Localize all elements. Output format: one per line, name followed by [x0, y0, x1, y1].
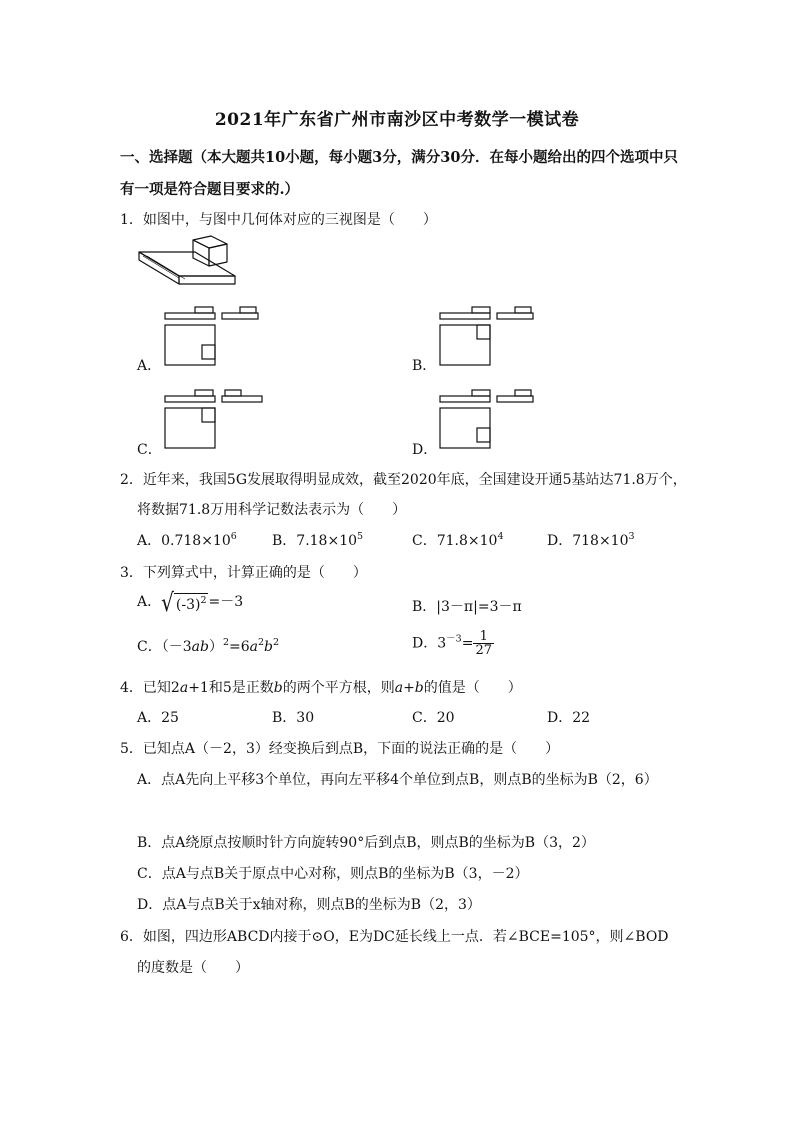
- q3-option-c-exp1: 2: [222, 637, 229, 648]
- q3-number: 3．: [120, 565, 143, 581]
- q5-text: 已知点A（－2，3）经变换后到点B，下面的说法正确的是（ ）: [142, 741, 560, 757]
- q5-number: 5．: [120, 741, 143, 757]
- q2-number: 2．: [120, 472, 143, 488]
- q3-option-c-label: C．: [137, 639, 162, 655]
- q5-option-c[interactable]: C．点A与点B关于原点中心对称，则点B的坐标为B（3，－2）: [137, 866, 529, 882]
- q2-option-b-base: 7.18×10: [296, 533, 358, 549]
- q3-option-a-rest: =－3: [208, 594, 244, 610]
- q3-option-d[interactable]: [412, 630, 494, 657]
- q2-option-d-base: 718×10: [572, 533, 629, 549]
- q3-option-c-var: ab: [191, 639, 209, 655]
- q3-option-b-text: |3－π|=3－π: [436, 599, 522, 615]
- q4-text-pre: 已知2: [142, 680, 180, 696]
- q3-option-c-exp3: 2: [273, 637, 280, 648]
- q6-number: 6．: [120, 929, 143, 945]
- q2-option-c-base: 71.8×10: [436, 533, 498, 549]
- q4-option-c[interactable]: C．20: [412, 710, 455, 726]
- q1-option-d-label[interactable]: D．: [412, 442, 438, 458]
- q3-option-a-exp: 2: [200, 595, 207, 606]
- q3-option-c-pre: （－3: [161, 639, 192, 655]
- q4-option-b[interactable]: B．30: [272, 710, 315, 726]
- q1-stem: [120, 209, 437, 229]
- q6-stem-line1: [120, 926, 669, 946]
- section-heading-line1: 一、选择题（本大题共10小题，每小题3分，满分30分．在每小题给出的四个选项中只: [120, 149, 678, 166]
- q2-option-d[interactable]: [547, 530, 635, 550]
- q2-text-line1: 近年来，我国5G发展取得明显成效，截至2020年底，全国建设开通5基站达71.8万个，: [142, 472, 687, 488]
- q2-option-a[interactable]: [137, 530, 237, 550]
- section-heading-line2: 有一项是符合题目要求的.）: [120, 181, 300, 198]
- q2-stem-line2: 将数据71.8万用科学记数法表示为（ ）: [137, 502, 407, 518]
- q4-text-mid1: +1和5是正数: [188, 680, 274, 696]
- q3-option-c-a: a: [249, 639, 258, 655]
- q1-option-c-label[interactable]: C．: [137, 442, 162, 458]
- q1-option-d-views[interactable]: [435, 382, 540, 454]
- q3-option-d-exp: －3: [446, 633, 462, 645]
- q3-option-b[interactable]: [412, 596, 522, 616]
- q2-option-b-exp: 5: [357, 531, 364, 542]
- q2-stem-line1: [120, 469, 687, 489]
- q2-option-a-label: A．: [137, 533, 162, 549]
- q3-option-d-numerator: 1: [473, 630, 494, 644]
- q3-option-c-exp2: 2: [258, 637, 265, 648]
- q3-option-d-label: D．: [412, 635, 438, 652]
- q1-solid-figure: [135, 232, 245, 290]
- q4-option-d[interactable]: D．22: [547, 710, 591, 726]
- q3-option-c[interactable]: [137, 636, 279, 656]
- q4-text-post: 的值是（ ）: [423, 680, 522, 696]
- q1-option-a-label[interactable]: A．: [137, 358, 162, 374]
- q3-option-c-b: b: [264, 639, 274, 655]
- q4-stem: [120, 677, 522, 697]
- q6-text-line1: 如图，四边形ABCD内接于⊙O，E为DC延长线上一点．若∠BCE=105°，则∠BOD: [142, 929, 669, 945]
- q3-option-d-base: 3: [437, 635, 447, 652]
- q5-option-b[interactable]: B．点A绕原点按顺时针方向旋转90°后到点B，则点B的坐标为B（3，2）: [137, 835, 595, 851]
- q5-option-a[interactable]: A．点A先向上平移3个单位，再向左平移4个单位到点B，则点B的坐标为B（2，6）: [137, 772, 658, 788]
- q1-text: 如图中，与图中几何体对应的三视图是（ ）: [142, 212, 437, 228]
- q4-text-mid2: 的两个平方根，则: [282, 680, 395, 696]
- q3-option-d-denominator: 27: [475, 643, 492, 658]
- q1-number: 1．: [120, 212, 143, 228]
- q5-option-d[interactable]: D．点A与点B关于x轴对称，则点B的坐标为B（2，3）: [137, 897, 481, 913]
- q3-option-d-eq: =: [461, 635, 474, 652]
- q2-option-c-label: C．: [412, 533, 437, 549]
- q1-option-a-views[interactable]: [160, 297, 260, 369]
- q2-option-a-exp: 6: [230, 531, 237, 542]
- q4-var-a: a: [179, 680, 189, 696]
- q3-option-a[interactable]: [137, 587, 244, 617]
- q3-option-c-close: ）: [208, 639, 223, 655]
- q2-option-d-exp: 3: [628, 531, 635, 542]
- q3-option-c-eq: =6: [229, 639, 250, 655]
- q6-stem-line2: 的度数是（ ）: [137, 960, 249, 976]
- q1-option-c-views[interactable]: [160, 382, 270, 454]
- q4-var-ab: a+b: [394, 680, 424, 696]
- q2-option-b-label: B．: [272, 533, 297, 549]
- q4-var-b: b: [273, 680, 283, 696]
- q3-option-d-fraction: [473, 630, 494, 657]
- q3-option-a-radicand: (-3): [175, 597, 201, 613]
- q1-option-b-label[interactable]: B．: [412, 358, 437, 374]
- q2-option-a-base: 0.718×10: [161, 533, 231, 549]
- q2-option-c-exp: 4: [497, 531, 504, 542]
- q3-stem: [120, 562, 367, 582]
- q5-stem: [120, 738, 559, 758]
- q2-option-c[interactable]: [412, 530, 503, 550]
- q4-option-a[interactable]: A．25: [137, 710, 179, 726]
- q2-option-b[interactable]: [272, 530, 363, 550]
- q4-number: 4．: [120, 680, 143, 696]
- q3-option-a-label: A．: [137, 594, 162, 610]
- q3-text: 下列算式中，计算正确的是（ ）: [142, 565, 367, 581]
- q1-option-b-views[interactable]: [435, 297, 540, 369]
- sqrt-symbol: √ $(-3)^2$: [161, 587, 207, 617]
- page-title: 2021年广东省广州市南沙区中考数学一模试卷: [214, 110, 580, 130]
- q3-option-b-label: B．: [412, 599, 437, 615]
- q2-option-d-label: D．: [547, 533, 573, 549]
